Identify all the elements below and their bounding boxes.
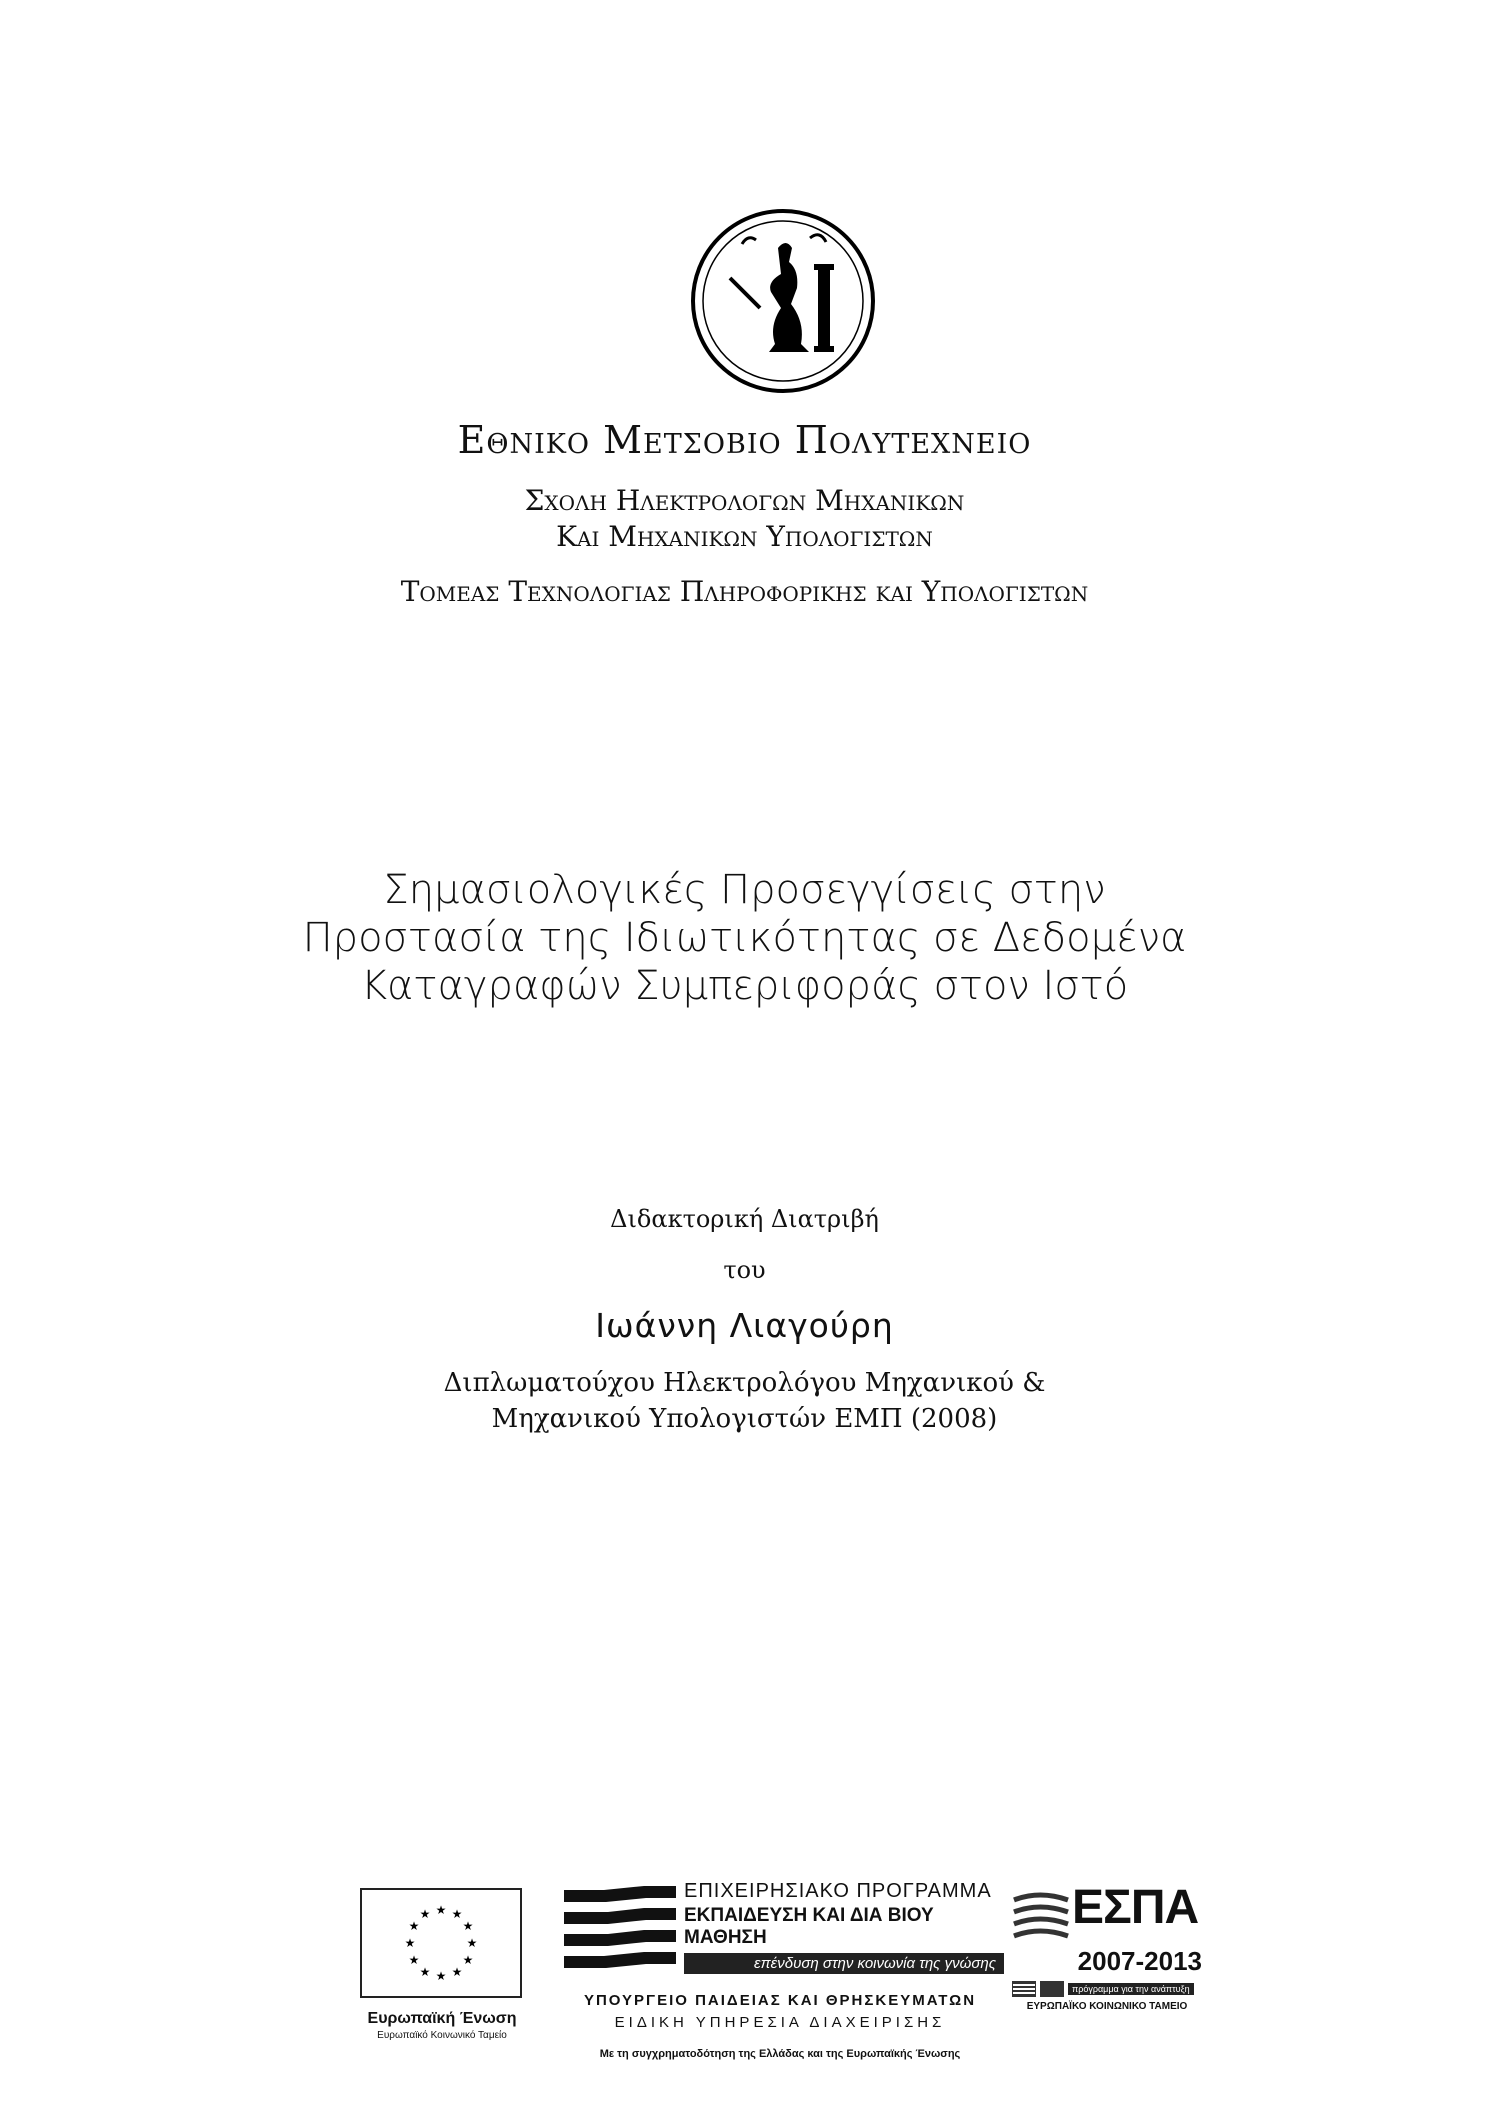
programme-slogan: επένδυση στην κοινωνία της γνώσης (684, 1953, 1004, 1974)
programme-title: ΕΠΙΧΕΙΡΗΣΙΑΚΟ ΠΡΟΓΡΑΜΜΑ (684, 1880, 992, 1902)
title-line-1: Σημασιολογικές Προσεγγίσεις στην (383, 867, 1106, 913)
espa-wordmark: ΕΣΠΑ (1072, 1881, 1199, 1934)
svg-text:★: ★ (435, 1903, 447, 1917)
author-degree-line1: Διπλωματούχου Ηλεκτρολόγου Μηχανικού & (443, 1368, 1046, 1398)
svg-text:★: ★ (419, 1907, 431, 1921)
university-seal (690, 208, 876, 394)
title-line-3: Καταγραφών Συμπεριφοράς στον Ιστό (360, 963, 1129, 1009)
greek-flag-icon (1012, 1981, 1036, 1997)
eu-logo (360, 1888, 524, 2041)
svg-text:★: ★ (435, 1969, 447, 1983)
thesis-of: του (723, 1256, 766, 1284)
svg-text:★: ★ (466, 1936, 478, 1950)
eu-flag-small-icon (1040, 1981, 1064, 1997)
svg-text:★: ★ (462, 1919, 474, 1933)
division-name: Τομεας Τεχνολογιας Πληροφορικης και Υπολογιστων (400, 575, 1089, 608)
eu-fund-name: Ευρωπαϊκό Κοινωνικό Ταμείο (377, 2030, 507, 2041)
svg-text:★: ★ (451, 1907, 463, 1921)
author-name: Ιωάννη Λιαγούρη (595, 1306, 894, 1345)
svg-text:★: ★ (451, 1965, 463, 1979)
thesis-type: Διδακτορική Διατριβή (610, 1205, 879, 1233)
svg-text:★: ★ (419, 1965, 431, 1979)
espa-waves-icon (1012, 1888, 1070, 1940)
espa-years: 2007-2013 (1077, 1946, 1202, 1976)
management-service: ΕΙΔΙΚΗ ΥΠΗΡΕΣΙΑ ΔΙΑΧΕΙΡΙΣΗΣ (614, 2014, 946, 2031)
thesis-title (0, 866, 1489, 1010)
espa-logo (1012, 1881, 1202, 2012)
eu-flag-icon (360, 1888, 522, 1998)
svg-text:★: ★ (408, 1953, 420, 1967)
cofunding-note: Με τη συγχρηματοδότηση της Ελλάδας και της Ευρωπαϊκής Ένωσης (599, 2048, 961, 2060)
eu-name: Ευρωπαϊκή Ένωση (367, 2010, 517, 2027)
ministry-name: ΥΠΟΥΡΓΕΙΟ ΠΑΙΔΕΙΑΣ ΚΑΙ ΘΡΗΣΚΕΥΜΑΤΩΝ (583, 1992, 977, 2009)
svg-text:★: ★ (462, 1953, 474, 1967)
espa-fund-name: ΕΥΡΩΠΑΪΚΟ ΚΟΙΝΩΝΙΚΟ ΤΑΜΕΙΟ (1026, 2001, 1188, 2012)
university-name: Εθνικο Μετσοβιο Πολυτεχνειο (457, 418, 1032, 462)
svg-text:★: ★ (408, 1919, 420, 1933)
svg-text:★: ★ (404, 1936, 416, 1950)
book-pages-icon (560, 1880, 680, 1980)
author-degree-line2: Μηχανικού Υπολογιστών ΕΜΠ (2008) (491, 1404, 998, 1434)
school-name-line2: Και Μηχανικων Υπολογιστων (556, 520, 933, 553)
title-line-2: Προστασία της Ιδιωτικότητας σε Δεδομένα (302, 915, 1187, 961)
espa-tagline: πρόγραμμα για την ανάπτυξη (1068, 1983, 1194, 1995)
school-name-line1: Σχολη Ηλεκτρολογων Μηχανικων (524, 484, 965, 517)
programme-subtitle: ΕΚΠΑΙΔΕΥΣΗ ΚΑΙ ΔΙΑ ΒΙΟΥ ΜΑΘΗΣΗ (684, 1905, 934, 1948)
